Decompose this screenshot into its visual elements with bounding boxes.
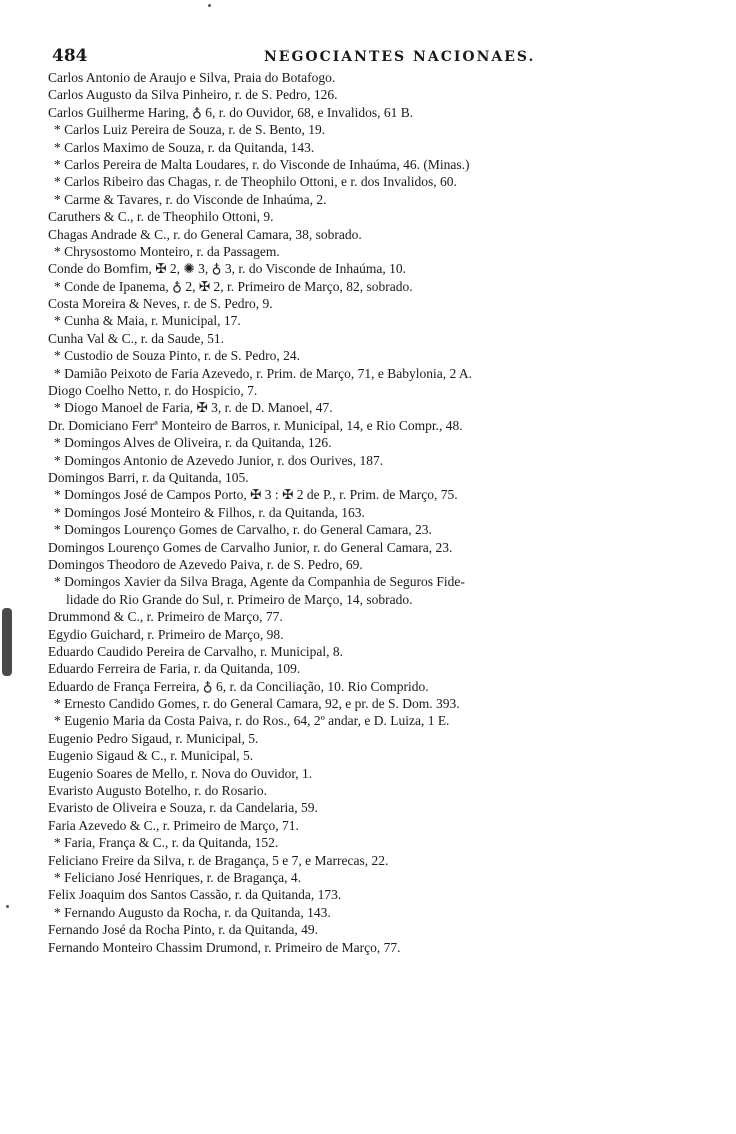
directory-entry: Eduardo Caudido Pereira de Carvalho, r. Municipal, 8.: [48, 643, 344, 659]
directory-entry: * Domingos José de Campos Porto, ✠ 3 : ✠ 2 de P., r. Prim. de Março, 75.: [54, 487, 458, 503]
directory-entry: Dr. Domiciano Ferrª Monteiro de Barros, r. Municipal, 14, e Rio Compr., 48.: [48, 417, 463, 433]
directory-entry: * Carlos Pereira de Malta Loudares, r. do Visconde de Inhaúma, 46. (Minas.): [54, 156, 470, 172]
directory-entry: * Domingos José Monteiro & Filhos, r. da Quitanda, 163.: [54, 504, 365, 520]
directory-entry: Eugenio Soares de Mello, r. Nova do Ouvidor, 1.: [48, 765, 313, 781]
directory-entry: * Domingos Alves de Oliveira, r. da Quitanda, 126.: [54, 435, 332, 451]
directory-entry: Faria Azevedo & C., r. Primeiro de Março, 71.: [48, 817, 299, 833]
directory-entry: Feliciano Freire da Silva, r. de Bragança, 5 e 7, e Marrecas, 22.: [48, 852, 389, 868]
directory-entry: * Carlos Maximo de Souza, r. da Quitanda, 143.: [54, 139, 315, 155]
directory-entry: * Feliciano José Henriques, r. de Bragança, 4.: [54, 869, 302, 885]
directory-entry: * Diogo Manoel de Faria, ✠ 3, r. de D. Manoel, 47.: [54, 400, 333, 416]
directory-entry: Conde do Bomfim, ✠ 2, ✺ 3, ♁ 3, r. do Visconde de Inhaúma, 10.: [48, 261, 407, 277]
ink-speck: [6, 905, 9, 908]
directory-entry: Evaristo de Oliveira e Souza, r. da Candelaria, 59.: [48, 800, 318, 816]
directory-entry: * Domingos Lourenço Gomes de Carvalho, r. do General Camara, 23.: [54, 522, 432, 538]
running-title: NEGOCIANTES NACIONAES.: [264, 49, 536, 65]
directory-entry: * Ernesto Candido Gomes, r. do General Camara, 92, e pr. de S. Dom. 393.: [54, 696, 460, 712]
directory-entry: Fernando José da Rocha Pinto, r. da Quitanda, 49.: [48, 922, 318, 938]
directory-entry: Domingos Theodoro de Azevedo Paiva, r. de S. Pedro, 69.: [48, 556, 363, 572]
directory-entry: * Fernando Augusto da Rocha, r. da Quitanda, 143.: [54, 904, 331, 920]
directory-entry: Drummond & C., r. Primeiro de Março, 77.: [48, 609, 283, 625]
directory-entry: Evaristo Augusto Botelho, r. do Rosario.: [48, 783, 267, 799]
directory-entry: * Domingos Antonio de Azevedo Junior, r. dos Ourives, 187.: [54, 452, 384, 468]
directory-entry: * Carlos Luiz Pereira de Souza, r. de S. Bento, 19.: [54, 122, 326, 138]
directory-entry: Carlos Antonio de Araujo e Silva, Praia do Botafogo.: [48, 70, 336, 85]
directory-entry: * Domingos Xavier da Silva Braga, Agente da Companhia de Seguros Fide-: [54, 574, 465, 590]
directory-entry: Eduardo de França Ferreira, ♁ 6, r. da Conciliação, 10. Rio Comprido.: [48, 678, 429, 694]
directory-entry: Egydio Guichard, r. Primeiro de Março, 98.: [48, 626, 284, 642]
directory-entry: * Damião Peixoto de Faria Azevedo, r. Prim. de Março, 71, e Babylonia, 2 A.: [54, 365, 473, 381]
directory-entry: * Cunha & Maia, r. Municipal, 17.: [54, 313, 241, 329]
directory-entry: * Carme & Tavares, r. do Visconde de Inhaúma, 2.: [54, 191, 327, 207]
directory-entry: Domingos Lourenço Gomes de Carvalho Junior, r. do General Camara, 23.: [48, 539, 453, 555]
page-header: [52, 46, 692, 68]
directory-entry: * Carlos Ribeiro das Chagas, r. de Theophilo Ottoni, e r. dos Invalidos, 60.: [54, 174, 457, 190]
directory-entry: * Custodio de Souza Pinto, r. de S. Pedro, 24.: [54, 348, 300, 364]
directory-entry: Carlos Augusto da Silva Pinheiro, r. de S. Pedro, 126.: [48, 87, 338, 103]
directory-entry: Domingos Barri, r. da Quitanda, 105.: [48, 469, 249, 485]
directory-entry: Caruthers & C., r. de Theophilo Ottoni, 9.: [48, 209, 274, 225]
directory-entry: Chagas Andrade & C., r. do General Camara, 38, sobrado.: [48, 226, 362, 242]
directory-entry: lidade do Rio Grande do Sul, r. Primeiro de Março, 14, sobrado.: [66, 591, 413, 607]
directory-entry: * Eugenio Maria da Costa Paiva, r. do Ros., 64, 2º andar, e D. Luiza, 1 E.: [54, 713, 450, 729]
directory-entry: Carlos Guilherme Haring, ♁ 6, r. do Ouvidor, 68, e Invalidos, 61 B.: [48, 104, 414, 120]
directory-entry: Costa Moreira & Neves, r. de S. Pedro, 9.: [48, 296, 273, 312]
directory-entry: * Chrysostomo Monteiro, r. da Passagem.: [54, 243, 280, 259]
directory-entry: Diogo Coelho Netto, r. do Hospicio, 7.: [48, 383, 258, 399]
directory-entry: Cunha Val & C., r. da Saude, 51.: [48, 330, 224, 346]
directory-entry: * Conde de Ipanema, ♁ 2, ✠ 2, r. Primeiro de Março, 82, sobrado.: [54, 278, 413, 294]
page-number: 484: [52, 46, 88, 66]
directory-entry: Eduardo Ferreira de Faria, r. da Quitanda, 109.: [48, 661, 301, 677]
directory-entry: Eugenio Pedro Sigaud, r. Municipal, 5.: [48, 730, 259, 746]
directory-entry: * Faria, França & C., r. da Quitanda, 152.: [54, 835, 279, 851]
ink-smudge: [2, 608, 12, 676]
directory-entry: Felix Joaquim dos Santos Cassão, r. da Quitanda, 173.: [48, 887, 342, 903]
entry-list: [48, 69, 708, 956]
directory-entry: Eugenio Sigaud & C., r. Municipal, 5.: [48, 748, 254, 764]
ink-speck: [208, 4, 211, 7]
directory-entry: Fernando Monteiro Chassim Drumond, r. Primeiro de Março, 77.: [48, 939, 401, 955]
